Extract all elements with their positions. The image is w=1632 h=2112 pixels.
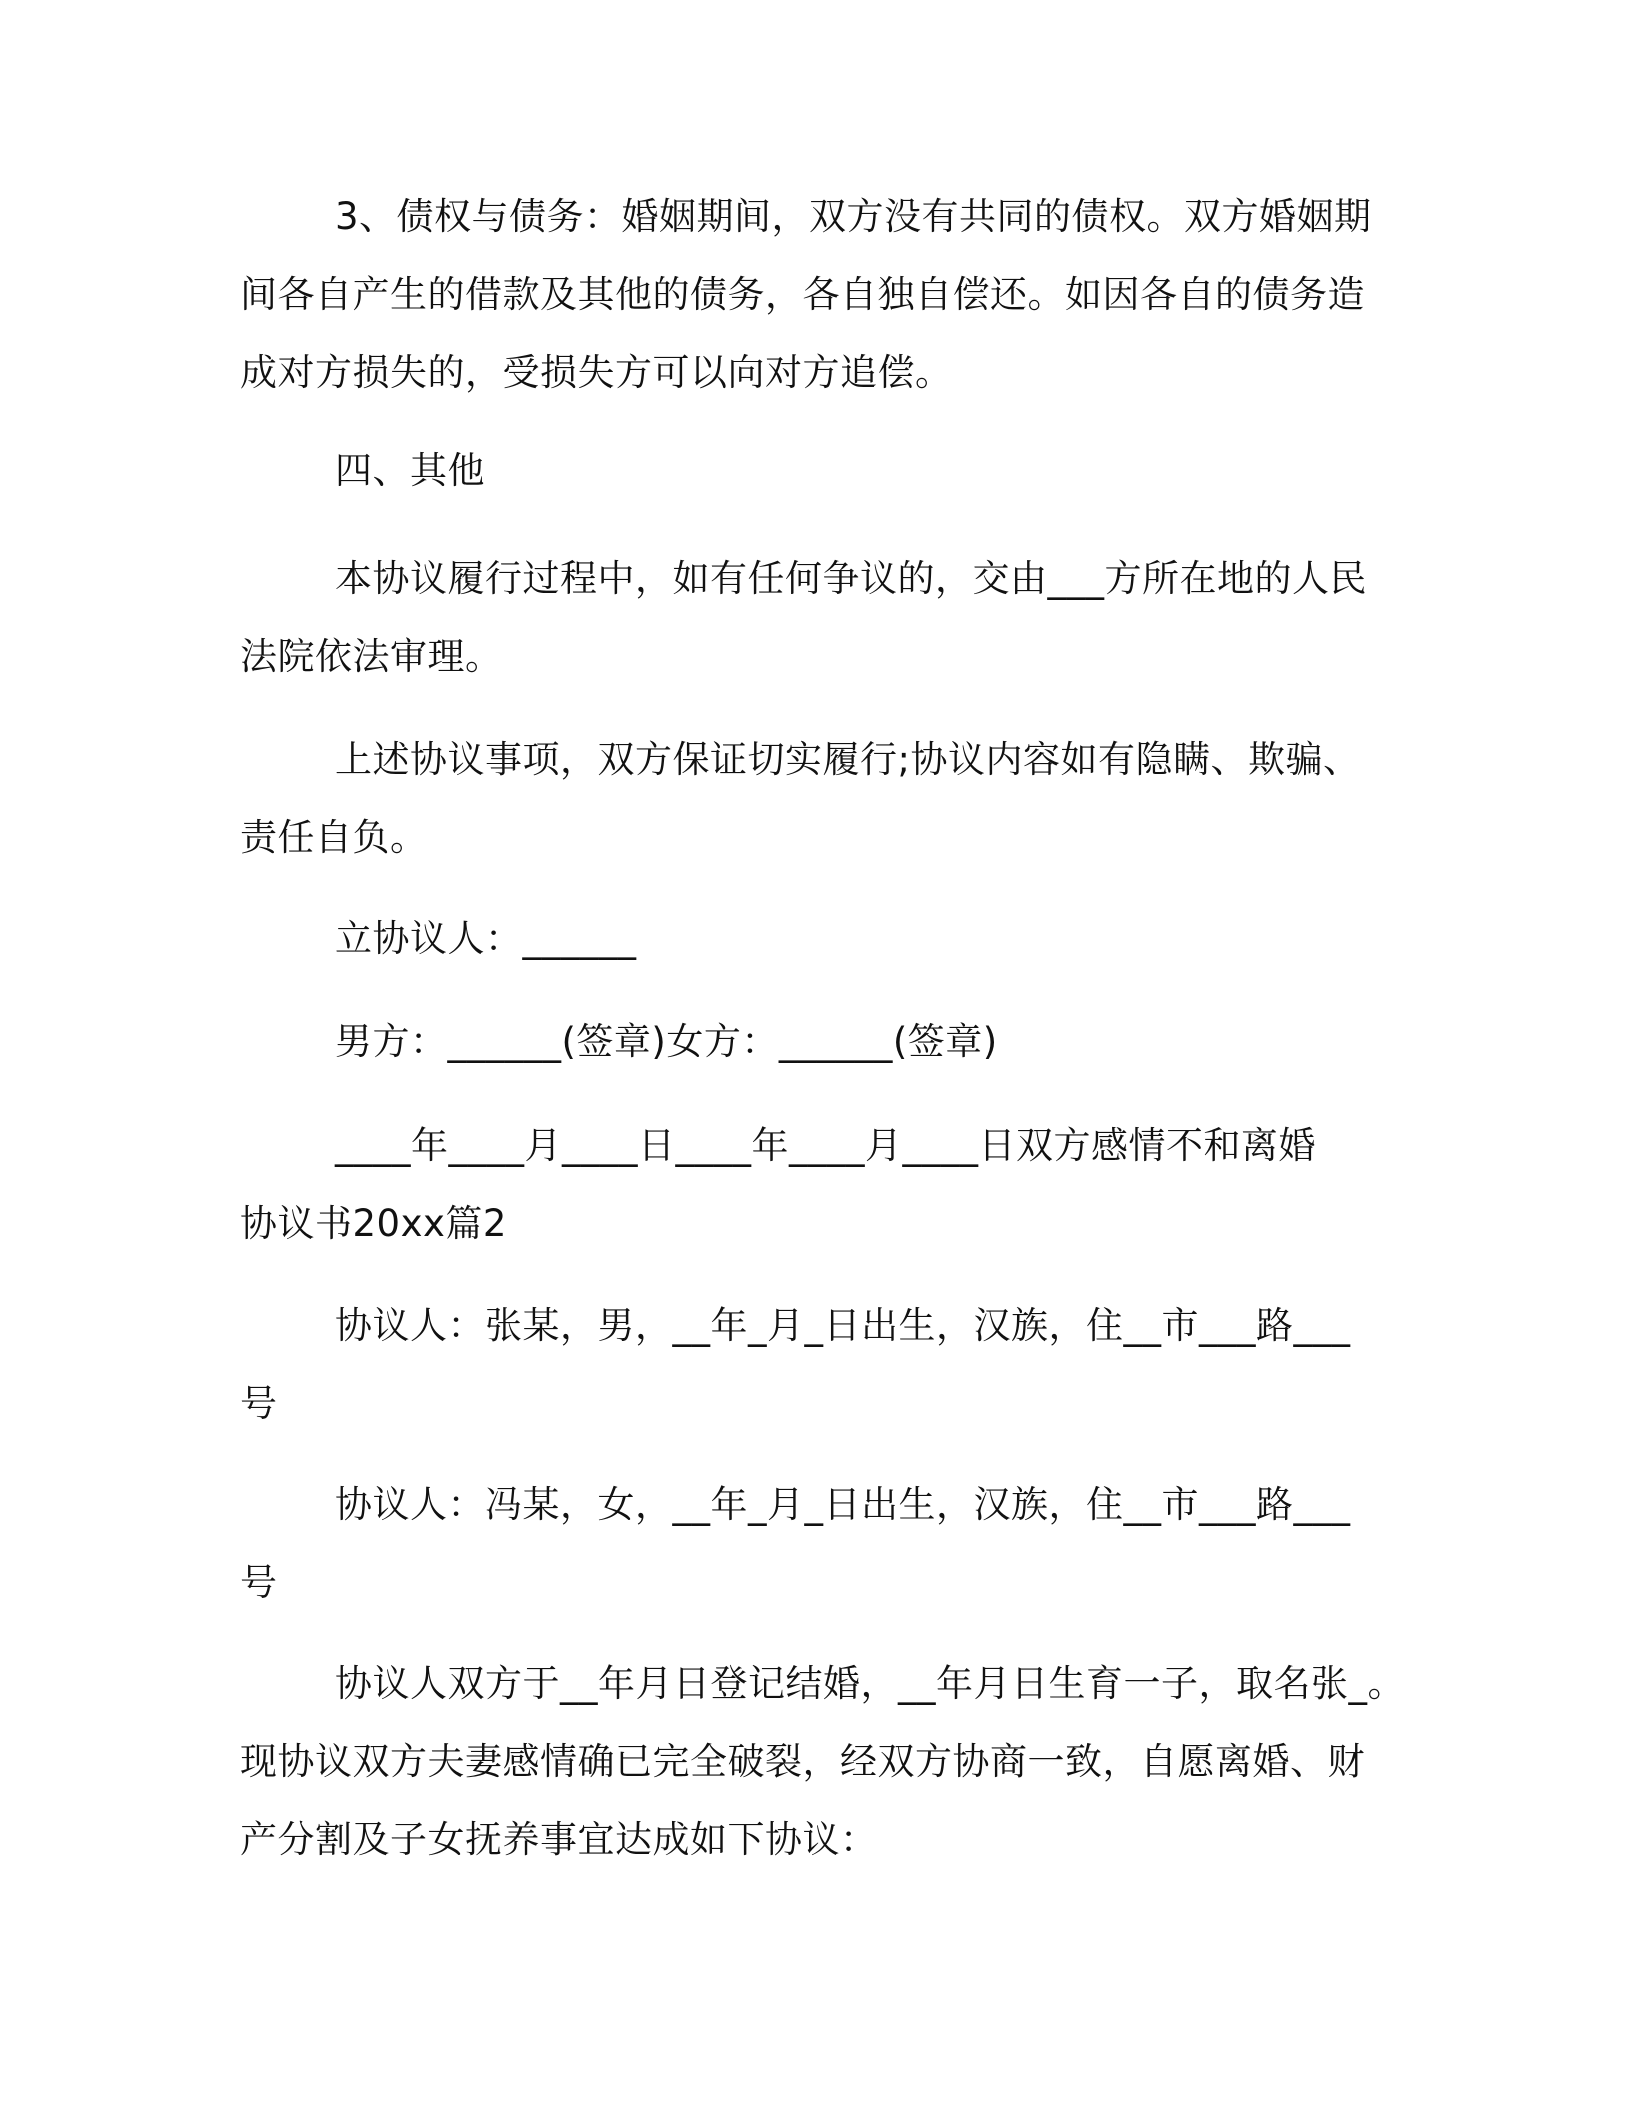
text-line: 责任自负。: [240, 816, 428, 859]
paragraph-signatures: [240, 1003, 1380, 1081]
paragraph-debts: [240, 178, 1380, 412]
paragraph-marriage-facts: [240, 1645, 1405, 1879]
text-line: 产分割及子女抚养事宜达成如下协议：: [240, 1818, 878, 1861]
text-line: 男方：______(签章)女方：______(签章): [335, 1020, 998, 1063]
paragraph-dispute: [240, 540, 1380, 696]
paragraph-party-zhang: [240, 1287, 1380, 1443]
text-line: 本协议履行过程中，如有任何争议的，交由___方所在地的人民: [335, 557, 1367, 600]
text-line: 成对方损失的，受损失方可以向对方追偿。: [240, 351, 953, 394]
text-line: 号: [240, 1561, 278, 1604]
section-heading-other: [240, 432, 1380, 510]
text-line: 号: [240, 1382, 278, 1425]
text-line: 上述协议事项，双方保证切实履行;协议内容如有隐瞒、欺骗、: [335, 738, 1361, 781]
text-line: 法院依法审理。: [240, 635, 503, 678]
text-line: 协议人：冯某，女，__年_月_日出生，汉族，住__市___路___: [335, 1483, 1351, 1526]
text-line: 间各自产生的借款及其他的债务，各自独自偿还。如因各自的债务造: [240, 273, 1365, 316]
paragraph-dates-title: [240, 1107, 1380, 1263]
text-line: ____年____月____日____年____月____日双方感情不和离婚: [335, 1124, 1316, 1167]
text-line: 现协议双方夫妻感情确已完全破裂，经双方协商一致，自愿离婚、财: [240, 1740, 1365, 1783]
paragraph-party-feng: [240, 1466, 1380, 1622]
text-line: 协议人双方于__年月日登记结婚，__年月日生育一子，取名张_。: [335, 1662, 1405, 1705]
paragraph-guarantee: [240, 721, 1380, 877]
text-line: 协议人：张某，男，__年_月_日出生，汉族，住__市___路___: [335, 1304, 1351, 1347]
paragraph-signer: [240, 900, 1380, 978]
text-line: 四、其他: [335, 449, 485, 492]
text-line: 3、债权与债务：婚姻期间，双方没有共同的债权。双方婚姻期: [335, 195, 1372, 238]
text-line: 立协议人：______: [335, 917, 637, 960]
text-line: 协议书20xx篇2: [240, 1202, 507, 1245]
